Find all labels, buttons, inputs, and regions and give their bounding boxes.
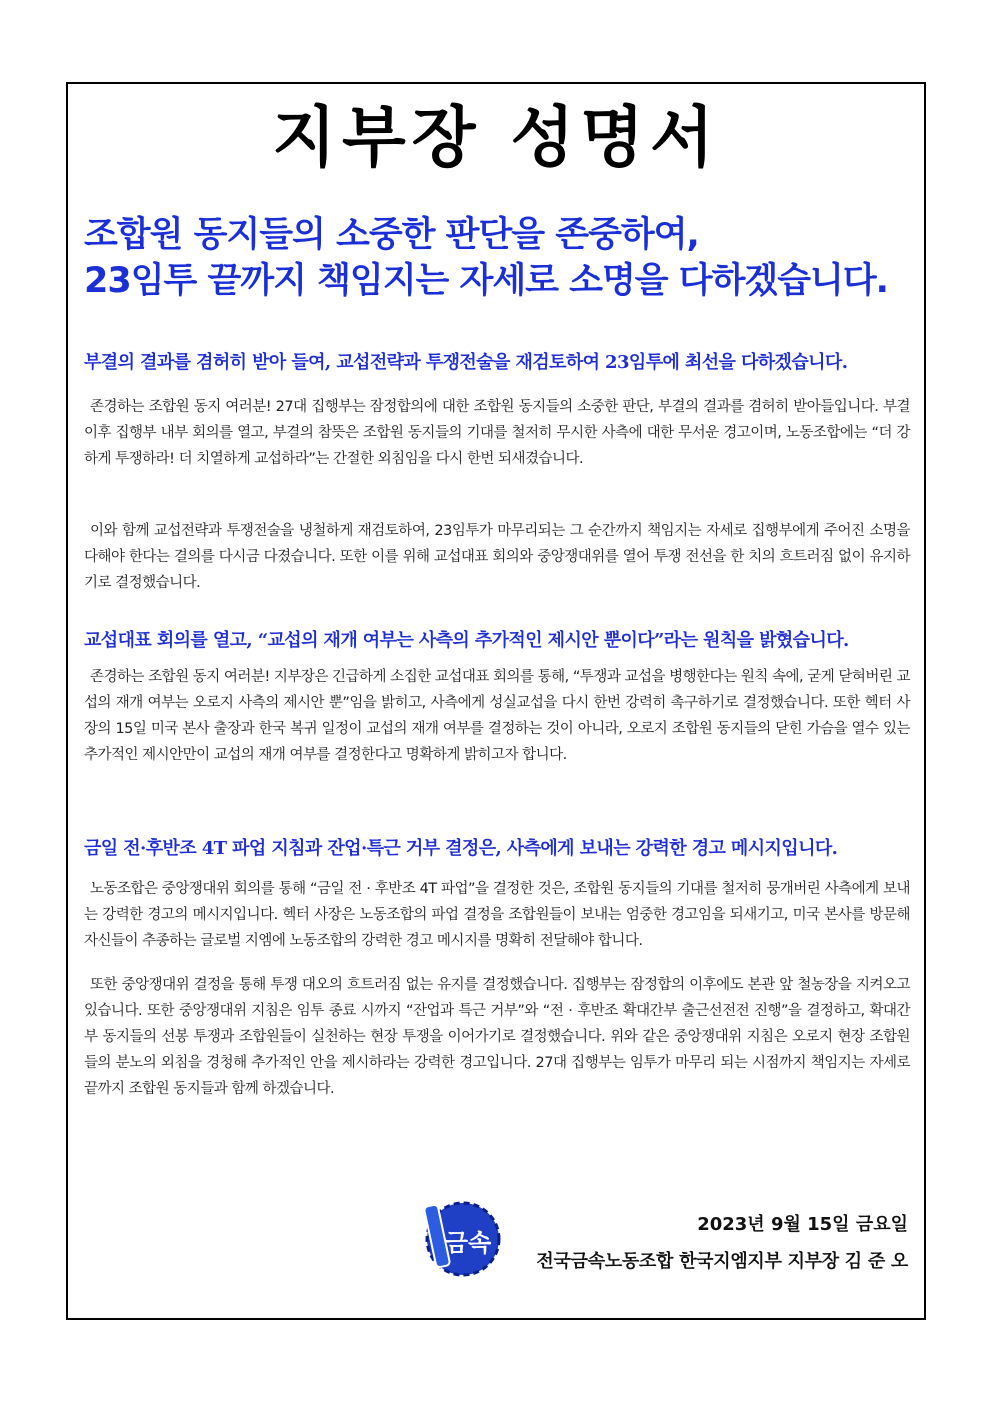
- section-1-paragraph-1: 존경하는 조합원 동지 여러분! 27대 집행부는 잠정합의에 대한 조합원 동지들의 소중한 판단, 부결의 결과를 겸허히 받아들입니다. 부결 이후 집행부 내부 회의를 열고, 부결의 참뜻은 조합원 동지들의 기대를 철저히 무시한 사측에 대한 무서운 경고이며, 노동조합에는 “더 강하게 투쟁하라! 더 치열하게 교섭하라”는 간절한 외침임을 다시 한번 되새겼습니다.: [84, 399, 910, 467]
- section-heading-2: 교섭대표 회의를 열고, “교섭의 재개 여부는 사측의 추가적인 제시안 뿐이다”라는 원칙을 밝혔습니다.: [84, 630, 849, 651]
- union-logo-icon: [420, 1199, 506, 1279]
- statement-frame: [66, 82, 926, 1320]
- headline-line-2: 23임투 끝까지 책임지는 자세로 소명을 다하겠습니다.: [84, 261, 888, 301]
- union-logo-text: 금속: [444, 1229, 492, 1257]
- statement-date: 2023년 9월 15일 금요일: [697, 1214, 908, 1235]
- headline: [84, 212, 914, 304]
- document-title: 지부장 성명서: [272, 99, 720, 176]
- section-heading-3: 금일 전·후반조 4T 파업 지침과 잔업·특근 거부 결정은, 사측에게 보내는 강력한 경고 메시지입니다.: [84, 838, 838, 859]
- section-3-paragraph-2: 또한 중앙쟁대위 결정을 통해 투쟁 대오의 흐트러짐 없는 유지를 결정했습니다. 집행부는 잠정합의 이후에도 본관 앞 철농장을 지켜오고 있습니다. 또한 중앙쟁대위 지침은 임투 종료 시까지 “잔업과 특근 거부”와 “전 · 후반조 확대간부 출근선전전 진행”을 결정하고, 확대간부 동지들의 선봉 투쟁과 조합원들이 실천하는 현장 투쟁을 이어가기로 결정했습니다. 위와 같은 중앙쟁대위 지침은 오로지 현장 조합원들의 분노의 외침을 경청해 추가적인 안을 제시하라는 강력한 경고입니다. 27대 집행부는 임투가 마무리 되는 시점까지 책임지는 자세로 끝까지 조합원 동지들과 함께 하겠습니다.: [84, 977, 910, 1097]
- section-1-paragraph-2: 이와 함께 교섭전략과 투쟁전술을 냉철하게 재검토하여, 23임투가 마무리되는 그 순간까지 책임지는 자세로 집행부에게 주어진 소명을 다해야 한다는 결의를 다시금 다졌습니다. 또한 이를 위해 교섭대표 회의와 중앙쟁대위를 열어 투쟁 전선을 한 치의 흐트러짐 없이 유지하기로 결정했습니다.: [84, 523, 910, 591]
- section-3-paragraph-1: 노동조합은 중앙쟁대위 회의를 통해 “금일 전 · 후반조 4T 파업”을 결정한 것은, 조합원 동지들의 기대를 철저히 뭉개버린 사측에게 보내는 강력한 경고의 메시지입니다. 헥터 사장은 노동조합의 파업 결정을 조합원들이 보내는 엄중한 경고임을 되새기고, 미국 본사를 방문해 자신들이 추종하는 글로벌 지엠에 노동조합의 강력한 경고 메시지를 명확히 전달해야 합니다.: [84, 881, 910, 949]
- section-2-paragraph-1: 존경하는 조합원 동지 여러분! 지부장은 긴급하게 소집한 교섭대표 회의를 통해, “투쟁과 교섭을 병행한다는 원칙 속에, 굳게 닫혀버린 교섭의 재개 여부는 오로지 사측의 제시안 뿐”임을 밝히고, 사측에게 성실교섭을 다시 한번 강력히 촉구하기로 결정했습니다. 또한 헥터 사장의 15일 미국 본사 출장과 한국 복귀 일정이 교섭의 재개 여부를 결정하는 것이 아니라, 오로지 조합원 동지들의 닫힌 가슴을 열수 있는 추가적인 제시안만이 교섭의 재개 여부를 결정한다고 명확하게 밝히고자 합니다.: [84, 669, 910, 763]
- signature: 전국금속노동조합 한국지엠지부 지부장 김 준 오: [536, 1251, 908, 1272]
- section-heading-1: 부결의 결과를 겸허히 받아 들여, 교섭전략과 투쟁전술을 재검토하여 23임투에 최선을 다하겠습니다.: [84, 352, 848, 373]
- headline-line-1: 조합원 동지들의 소중한 판단을 존중하여,: [84, 215, 699, 255]
